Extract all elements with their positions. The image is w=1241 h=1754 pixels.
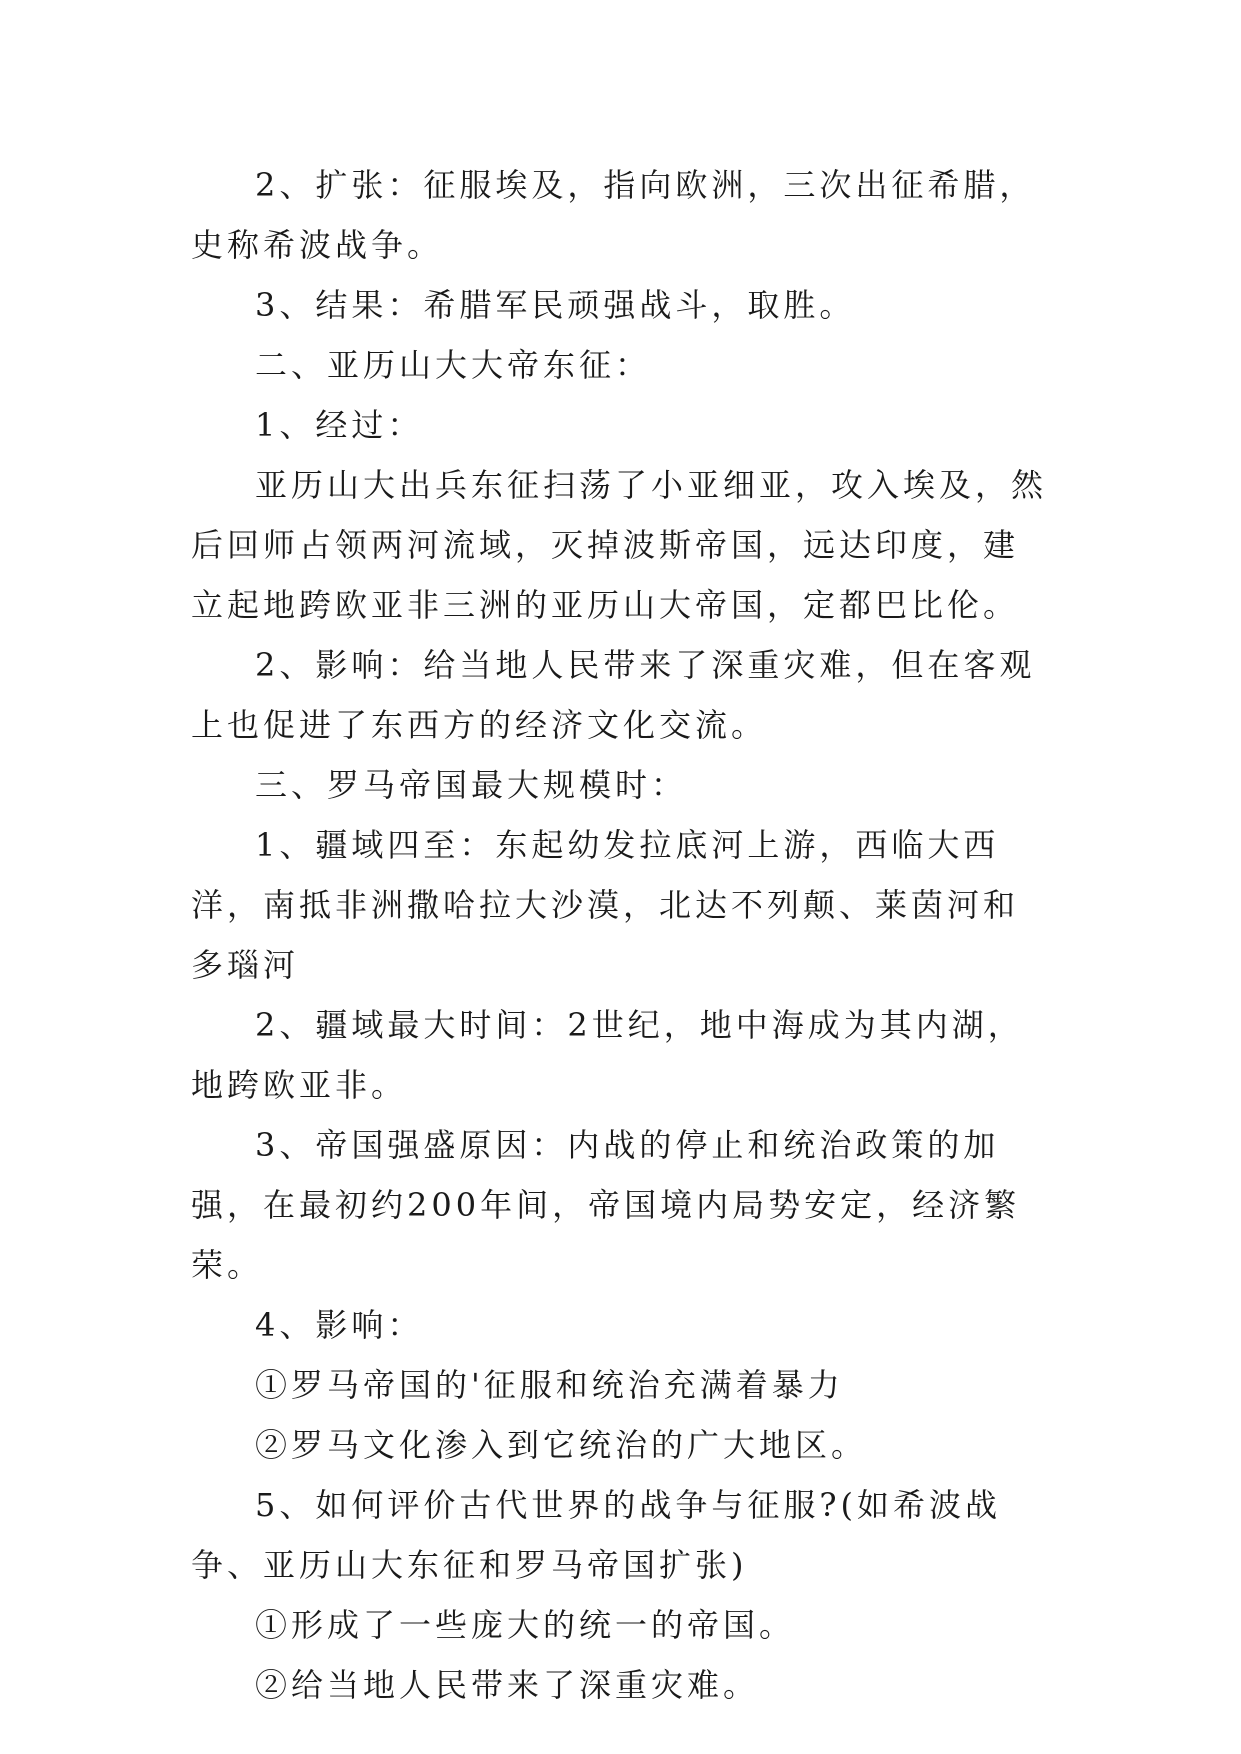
paragraph-expansion: 2、扩张：征服埃及，指向欧洲，三次出征希腊，史称希波战争。 — [191, 166, 1036, 264]
list-item-evaluation-2: ②给当地人民带来了深重灾难。 — [255, 1666, 760, 1704]
paragraph-evaluation-question: 5、如何评价古代世界的战争与征服?(如希波战争、亚历山大东征和罗马帝国扩张) — [191, 1486, 1002, 1584]
subheading-process: 1、经过： — [255, 406, 424, 444]
paragraph-alexander-campaign: 亚历山大出兵东征扫荡了小亚细亚，攻入埃及，然后回师占领两河流域，灭掉波斯帝国，远达印度，建立起地跨欧亚非三洲的亚历山大帝国，定都巴比伦。 — [191, 466, 1048, 624]
subheading-impact: 4、影响： — [255, 1306, 424, 1344]
section-heading-rome: 三、罗马帝国最大规模时： — [255, 766, 688, 804]
paragraph-prosperity-reasons: 3、帝国强盛原因：内战的停止和统治政策的加强，在最初约200年间，帝国境内局势安定，经济繁荣。 — [191, 1126, 1021, 1284]
list-item-evaluation-1: ①形成了一些庞大的统一的帝国。 — [255, 1606, 796, 1644]
document-body — [191, 155, 1053, 1715]
paragraph-territory-time: 2、疆域最大时间：2世纪，地中海成为其内湖，地跨欧亚非。 — [191, 1006, 1024, 1104]
paragraph-territory-bounds: 1、疆域四至：东起幼发拉底河上游，西临大西洋，南抵非洲撒哈拉大沙漠，北达不列颠、莱茵河和多瑙河 — [191, 826, 1020, 984]
list-item-impact-1: ①罗马帝国的'征服和统治充满着暴力 — [255, 1366, 844, 1404]
paragraph-alexander-impact: 2、影响：给当地人民带来了深重灾难，但在客观上也促进了东西方的经济文化交流。 — [191, 646, 1036, 744]
paragraph-result: 3、结果：希腊军民顽强战斗，取胜。 — [255, 286, 856, 324]
section-heading-alexander: 二、亚历山大大帝东征： — [255, 346, 652, 384]
list-item-impact-2: ②罗马文化渗入到它统治的广大地区。 — [255, 1426, 868, 1464]
